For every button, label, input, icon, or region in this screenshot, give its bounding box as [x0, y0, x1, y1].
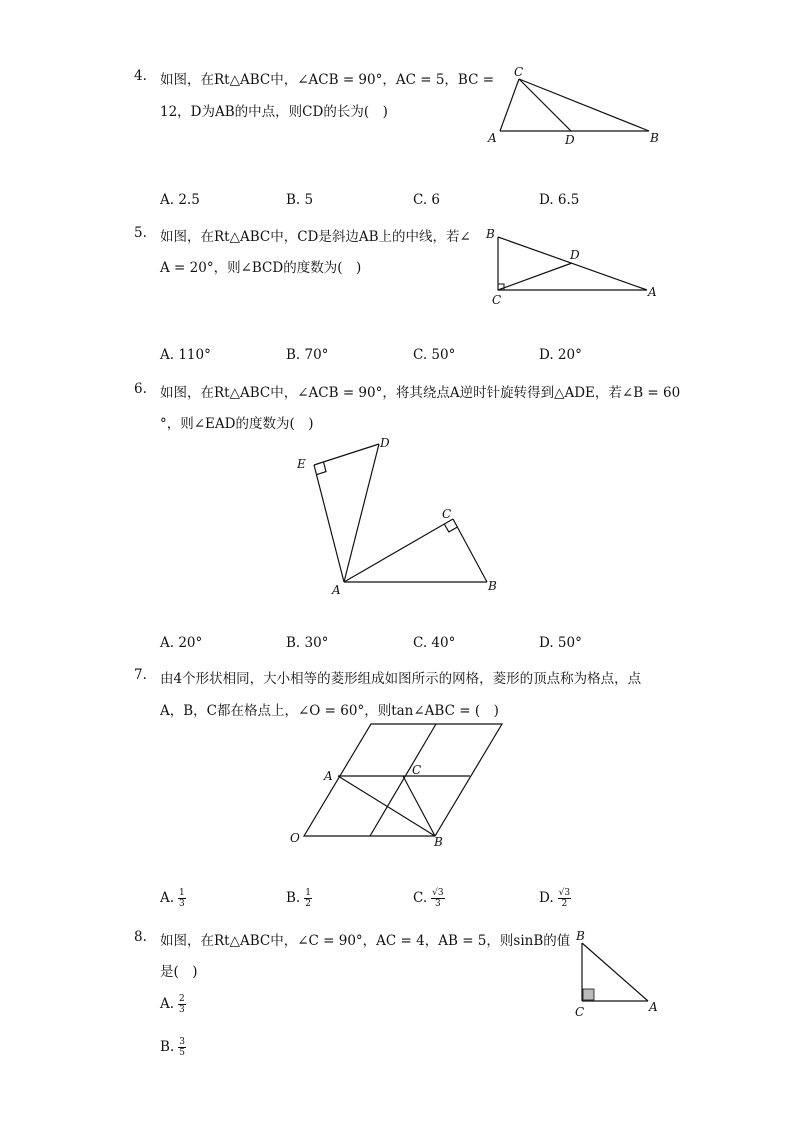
option-d[interactable]: D. 50°: [539, 635, 582, 651]
question-text-line-1: 如图，在Rt△ABC中，∠C = 90°，AC = 4，AB = 5，则sinB的值: [160, 933, 571, 949]
denominator: 2: [305, 899, 311, 909]
fraction: [178, 1037, 186, 1058]
vertex-label: C: [514, 65, 524, 79]
numerator: 1: [305, 888, 311, 898]
option-letter: A.: [160, 996, 175, 1012]
question-number: 8.: [134, 929, 147, 945]
option-c[interactable]: C. 50°: [413, 347, 456, 363]
question-number: 4.: [134, 68, 147, 84]
vertex-label: A: [332, 583, 341, 597]
question-text-line-2: 12，D为AB的中点，则CD的长为( ): [160, 104, 388, 120]
vertex-label: B: [434, 835, 443, 849]
question-text-line-2: 是( ): [160, 964, 198, 980]
numerator: √3: [432, 888, 444, 898]
rotation-figure: [290, 430, 510, 600]
vertex-label: C: [442, 507, 452, 521]
option-letter: B.: [160, 1039, 175, 1055]
option-a[interactable]: A. 20°: [160, 635, 203, 651]
option-c[interactable]: C. 6: [413, 192, 441, 208]
numerator: 2: [179, 994, 185, 1004]
denominator: 3: [179, 1005, 185, 1015]
option-c[interactable]: C. 40°: [413, 635, 456, 651]
option-a[interactable]: [160, 888, 186, 909]
question-text-line-1: 如图，在Rt△ABC中，CD是斜边AB上的中线，若∠: [160, 229, 471, 245]
vertex-label: B: [486, 227, 495, 241]
option-c[interactable]: [413, 888, 445, 909]
option-b[interactable]: B. 30°: [286, 635, 329, 651]
question-number: 7.: [134, 667, 147, 683]
option-a[interactable]: [160, 994, 186, 1015]
numerator: √3: [558, 888, 571, 898]
vertex-label: B: [650, 131, 659, 145]
triangle-figure: [484, 62, 668, 154]
triangle-figure: [566, 926, 666, 1018]
denominator: 3: [435, 899, 441, 909]
option-b[interactable]: B. 5: [286, 192, 314, 208]
question-text-line-2: A = 20°，则∠BCD的度数为( ): [160, 260, 362, 276]
vertex-label: A: [324, 769, 333, 783]
option-b[interactable]: [160, 1037, 186, 1058]
vertex-label: A: [648, 285, 657, 299]
fraction: [431, 888, 444, 909]
option-d[interactable]: D. 6.5: [539, 192, 580, 208]
vertex-label: B: [488, 579, 497, 593]
fraction: [178, 888, 186, 909]
fraction: [178, 994, 186, 1015]
option-a[interactable]: A. 2.5: [160, 192, 200, 208]
triangle-figure: [482, 222, 666, 310]
option-b[interactable]: B. 70°: [286, 347, 329, 363]
option-d[interactable]: D. 20°: [539, 347, 582, 363]
vertex-label: D: [565, 133, 575, 147]
question-text-line-2: A，B，C都在格点上，∠O = 60°，则tan∠ABC = ( ): [160, 703, 499, 719]
rhombus-grid-figure: [284, 716, 516, 852]
numerator: 1: [179, 888, 185, 898]
option-a[interactable]: A. 110°: [160, 347, 211, 363]
question-text-line-2: °，则∠EAD的度数为( ): [160, 416, 314, 432]
fraction: [558, 888, 571, 909]
fraction: [304, 888, 312, 909]
vertex-label: D: [380, 436, 390, 450]
question-text-line-1: 如图，在Rt△ABC中，∠ACB = 90°，AC = 5，BC =: [160, 72, 495, 88]
denominator: 3: [179, 899, 185, 909]
option-letter: D.: [539, 890, 554, 906]
option-b[interactable]: [286, 888, 312, 909]
option-letter: C.: [413, 890, 428, 906]
numerator: 3: [179, 1037, 185, 1047]
vertex-label: A: [488, 131, 497, 145]
question-number: 5.: [134, 225, 147, 241]
vertex-label: A: [649, 1000, 658, 1014]
vertex-label: O: [290, 831, 300, 845]
question-text-line-1: 由4个形状相同，大小相等的菱形组成如图所示的网格，菱形的顶点称为格点，点: [160, 671, 642, 687]
vertex-label: D: [570, 248, 580, 262]
vertex-label: B: [576, 929, 585, 943]
option-letter: A.: [160, 890, 175, 906]
option-d[interactable]: [539, 888, 571, 909]
option-letter: B.: [286, 890, 301, 906]
question-text-line-1: 如图，在Rt△ABC中，∠ACB = 90°，将其绕点A逆时针旋转得到△ADE，若∠B = 60: [160, 385, 681, 401]
denominator: 5: [179, 1048, 185, 1058]
vertex-label: E: [297, 457, 306, 471]
vertex-label: C: [412, 763, 422, 777]
vertex-label: C: [492, 293, 502, 307]
denominator: 2: [561, 899, 568, 909]
question-number: 6.: [134, 381, 147, 397]
vertex-label: C: [575, 1005, 585, 1018]
